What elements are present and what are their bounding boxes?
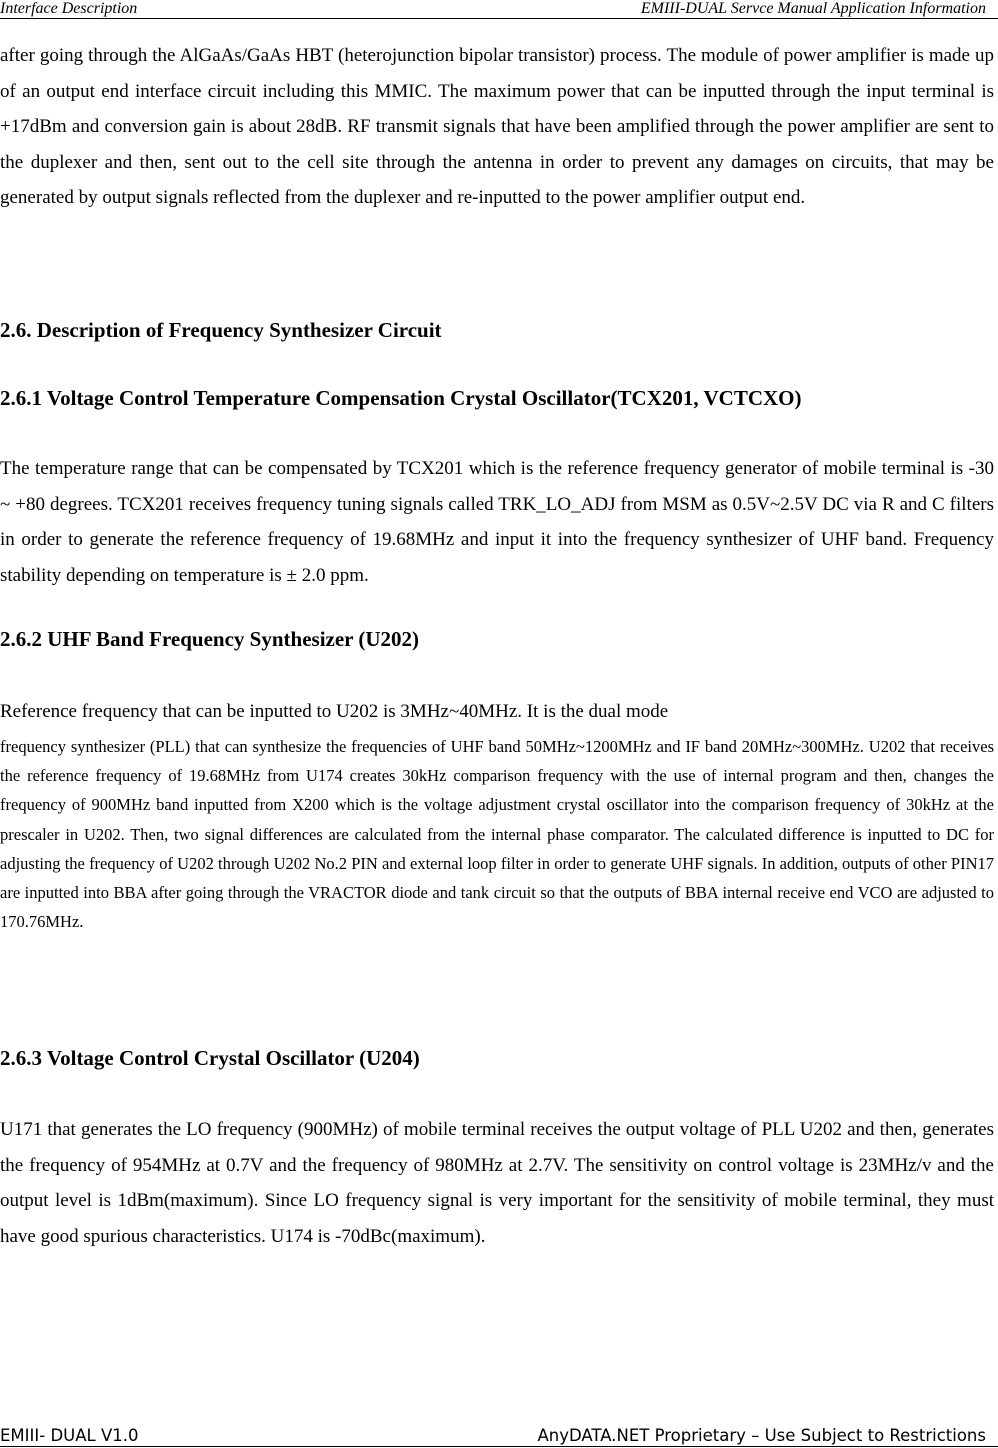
intro-paragraph: after going through the AlGaAs/GaAs HBT (heterojunction bipolar transistor) process. The module of power amplifier is made up of an output end interface circuit including this MMIC. The maximum power that can be inputted through the input terminal is +17dBm and conversion gain is about 28dB. RF transmit signals that have been amplified through the power amplifier are sent to the duplexer and then, sent out to the cell site through the antenna in order to prevent any damages on circuits, that may be generated by output signals reflected from the duplexer and re-inputted to the power amplifier output end. [0, 45, 994, 208]
page-footer [0, 1426, 998, 1447]
header-right-title: EMIII-DUAL Servce Manual Application Information [640, 0, 986, 17]
section-2-6-1-heading: 2.6.1 Voltage Control Temperature Compensation Crystal Oscillator(TCX201, VCTCXO) [0, 386, 802, 410]
section-2-6-heading: 2.6. Description of Frequency Synthesizer Circuit [0, 318, 442, 342]
section-2-6-2-heading: 2.6.2 UHF Band Frequency Synthesizer (U202) [0, 627, 420, 651]
footer-proprietary-notice: AnyDATA.NET Proprietary – Use Subject to Restrictions [537, 1426, 986, 1445]
header-left-title: Interface Description [0, 0, 138, 17]
page-header [0, 0, 998, 19]
footer-version: EMIII- DUAL V1.0 [0, 1426, 139, 1445]
section-2-6-2-lead: Reference frequency that can be inputted to U202 is 3MHz~40MHz. It is the dual mode [0, 701, 669, 722]
section-2-6-1-paragraph: The temperature range that can be compensated by TCX201 which is the reference frequency generator of mobile terminal is -30 ~ +80 degrees. TCX201 receives frequency tuning signals called TRK_LO_ADJ from MSM as 0.5V~2.5V DC via R and C filters in order to generate the reference frequency of 19.68MHz and input it into the frequency synthesizer of UHF band. Frequency stability depending on temperature is ± 2.0 ppm. [0, 458, 994, 586]
section-2-6-3-paragraph: U171 that generates the LO frequency (900MHz) of mobile terminal receives the output voltage of PLL U202 and then, generates the frequency of 954MHz at 0.7V and the frequency of 980MHz at 2.7V. The sensitivity on control voltage is 23MHz/v and the output level is 1dBm(maximum). Since LO frequency signal is very important for the sensitivity of mobile terminal, they must have good spurious characteristics. U174 is -70dBc(maximum). [0, 1119, 994, 1247]
section-2-6-2-paragraph: frequency synthesizer (PLL) that can synthesize the frequencies of UHF band 50MHz~1200MHz and IF band 20MHz~300MHz. U202 that receives the reference frequency of 19.68MHz from U174 creates 30kHz comparison frequency with the use of internal program and then, changes the frequency of 900MHz band inputted from X200 which is the voltage adjustment crystal oscillator into the comparison frequency of 30kHz at the prescaler in U202. Then, two signal differences are calculated from the internal phase comparator. The calculated difference is inputted to DC for adjusting the frequency of U202 through U202 No.2 PIN and external loop filter in order to generate UHF signals. In addition, outputs of other PIN17 are inputted into BBA after going through the VRACTOR diode and tank circuit so that the outputs of BBA internal receive end VCO are adjusted to 170.76MHz. [0, 737, 994, 932]
section-2-6-3-heading: 2.6.3 Voltage Control Crystal Oscillator (U204) [0, 1046, 420, 1070]
